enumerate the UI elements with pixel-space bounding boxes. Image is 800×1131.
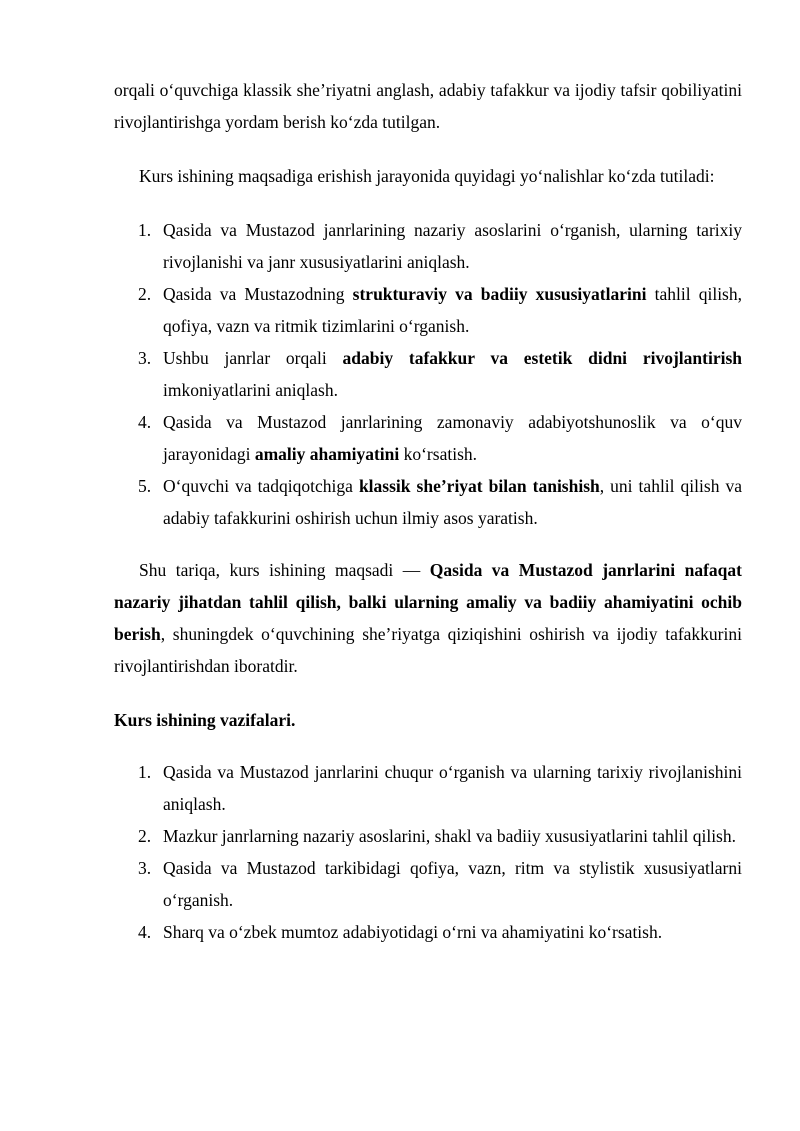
- list-number: 5.: [138, 476, 152, 496]
- list-number: 3.: [138, 348, 152, 368]
- list-number: 4.: [138, 922, 152, 942]
- list-item: [114, 214, 742, 278]
- list-text: Qasida va Mustazod janrlarining zamonaviy adabiyotshunoslik va o‘quv jarayonidagi: [163, 412, 742, 464]
- goals-list: [114, 214, 742, 534]
- bold-phrase: adabiy tafakkur va estetik didni rivojlantirish: [342, 348, 742, 368]
- list-item: [114, 470, 742, 534]
- bold-phrase: amaliy ahamiyatini: [254, 444, 400, 464]
- list-text: imkoniyatlarini aniqlash.: [163, 380, 338, 400]
- intro-paragraph: orqali o‘quvchiga klassik she’riyatni anglash, adabiy tafakkur va ijodiy tafsir qobiliyatini rivojlantirishga yordam berish ko‘zda tutilgan.: [114, 80, 742, 132]
- goals-intro-paragraph: Kurs ishining maqsadiga erishish jarayonida quyidagi yo‘nalishlar ko‘zda tutiladi:: [139, 166, 715, 186]
- list-number: 1.: [138, 762, 152, 782]
- list-text: Qasida va Mustazod janrlarini chuqur o‘rganish va ularning tarixiy rivojlanishini aniqlash.: [163, 762, 742, 814]
- list-item: [114, 852, 742, 916]
- bold-phrase: strukturaviy va badiiy xususiyatlarini: [352, 284, 647, 304]
- tasks-heading: Kurs ishining vazifalari.: [114, 710, 296, 730]
- list-text: Qasida va Mustazod janrlarining nazariy asoslarini o‘rganish, ularning tarixiy rivojlanishi va janr xususiyatlarini aniqlash.: [163, 220, 742, 272]
- list-text: Sharq va o‘zbek mumtoz adabiyotidagi o‘rni va ahamiyatini ko‘rsatish.: [163, 922, 663, 942]
- list-text: tahlil qilish, qofiya, vazn va ritmik tizimlarini o‘rganish.: [163, 284, 742, 336]
- list-text: , uni tahlil qilish va adabiy tafakkurini oshirish uchun ilmiy asos yaratish.: [163, 476, 742, 528]
- list-item: [114, 916, 742, 948]
- list-text: Qasida va Mustazodning: [163, 284, 353, 304]
- list-text: O‘quvchi va tadqiqotchiga: [163, 476, 359, 496]
- bold-phrase: Qasida va Mustazod janrlarini nafaqat nazariy jihatdan tahlil qilish, balki ularning amaliy va badiiy ahamiyatini ochib berish: [114, 560, 742, 644]
- conclusion-paragraph: [114, 554, 742, 682]
- document-body: [114, 74, 742, 948]
- list-text: Qasida va Mustazod tarkibidagi qofiya, vazn, ritm va stylistik xususiyatlarni o‘rganish.: [163, 858, 742, 910]
- list-number: 3.: [138, 858, 152, 878]
- list-item: [114, 406, 742, 470]
- list-item: [114, 820, 742, 852]
- list-number: 2.: [138, 826, 152, 846]
- conclusion-text: Shu tariqa, kurs ishining maqsadi —: [139, 560, 430, 580]
- list-text: Ushbu janrlar orqali: [163, 348, 343, 368]
- list-number: 4.: [138, 412, 152, 432]
- bold-phrase: klassik she’riyat bilan tanishish: [358, 476, 600, 496]
- list-text: ko‘rsatish.: [399, 444, 478, 464]
- list-text: Mazkur janrlarning nazariy asoslarini, shakl va badiiy xususiyatlarini tahlil qilish.: [163, 826, 736, 846]
- tasks-list: [114, 756, 742, 948]
- conclusion-text: , shuningdek o‘quvchining she’riyatga qiziqishini oshirish va ijodiy tafakkurini rivojlantirishdan iboratdir.: [114, 624, 742, 676]
- list-item: [114, 278, 742, 342]
- list-item: [114, 342, 742, 406]
- list-number: 1.: [138, 220, 152, 240]
- list-item: [114, 756, 742, 820]
- list-number: 2.: [138, 284, 152, 304]
